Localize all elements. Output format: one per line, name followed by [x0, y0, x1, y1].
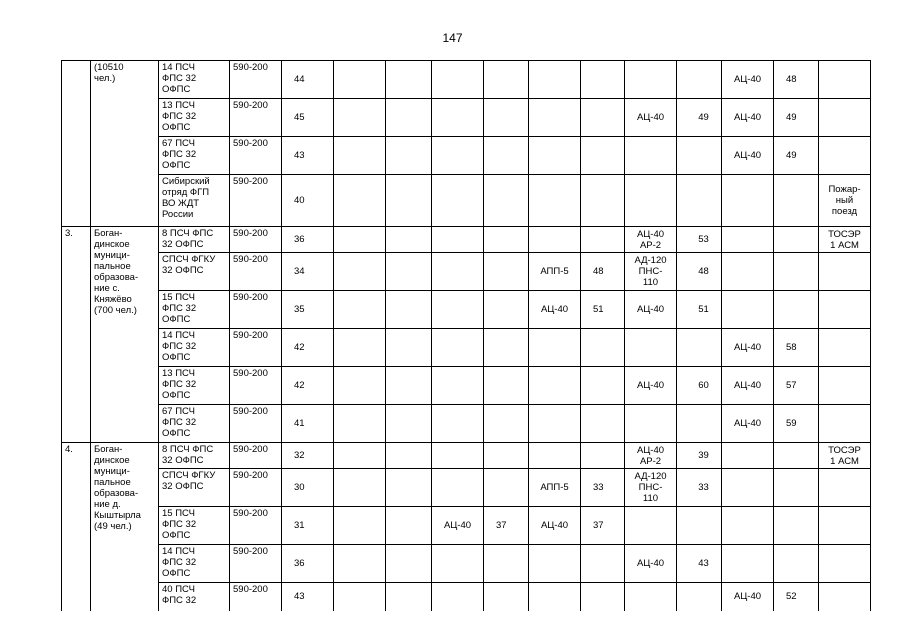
- cell-v1: [334, 227, 386, 253]
- cell-v5: АЦ-40: [722, 405, 774, 443]
- cell-t5: 52: [774, 583, 819, 611]
- cell-t3: [581, 545, 625, 583]
- cell-t2: [484, 329, 529, 367]
- cell-time: 45: [282, 99, 334, 137]
- cell-v5: АЦ-40: [722, 583, 774, 611]
- row-number-cell: 3.: [62, 227, 91, 443]
- table-row: [62, 137, 871, 175]
- fire-departure-table: [61, 60, 871, 611]
- cell-unit: 15 ПСЧ ФПС 32 ОФПС: [159, 291, 230, 329]
- cell-unit: 67 ПСЧ ФПС 32 ОФПС: [159, 137, 230, 175]
- cell-note: Пожар- ный поезд: [819, 175, 871, 227]
- cell-t5: 59: [774, 405, 819, 443]
- row-number-cell: [62, 61, 91, 227]
- cell-t2: [484, 545, 529, 583]
- cell-unit: 13 ПСЧ ФПС 32 ОФПС: [159, 367, 230, 405]
- cell-t2: [484, 469, 529, 507]
- cell-t5: 58: [774, 329, 819, 367]
- cell-t3: 48: [581, 253, 625, 291]
- cell-v5: АЦ-40: [722, 61, 774, 99]
- cell-t3: 51: [581, 291, 625, 329]
- cell-v1: [334, 329, 386, 367]
- cell-v3: АЦ-40: [529, 507, 581, 545]
- cell-t1: [386, 583, 432, 611]
- cell-v2: [432, 227, 484, 253]
- settlement-cell: Боган- динское муници- пальное образова- ние с. Княжёво (700 чел.): [91, 227, 159, 443]
- cell-t1: [386, 329, 432, 367]
- cell-t1: [386, 405, 432, 443]
- cell-v2: [432, 469, 484, 507]
- cell-note: [819, 469, 871, 507]
- cell-t4: 49: [677, 99, 722, 137]
- cell-v3: [529, 137, 581, 175]
- cell-v2: [432, 329, 484, 367]
- cell-v4: АЦ-40: [625, 367, 677, 405]
- table-row: [62, 507, 871, 545]
- cell-note: [819, 405, 871, 443]
- cell-v4: АЦ-40 АР-2: [625, 227, 677, 253]
- cell-v5: АЦ-40: [722, 99, 774, 137]
- cell-t2: [484, 367, 529, 405]
- cell-v5: [722, 545, 774, 583]
- cell-time: 32: [282, 443, 334, 469]
- table-row: [62, 469, 871, 507]
- cell-t2: [484, 137, 529, 175]
- cell-t4: [677, 137, 722, 175]
- cell-v5: АЦ-40: [722, 329, 774, 367]
- cell-v2: [432, 99, 484, 137]
- table-row: [62, 253, 871, 291]
- cell-v5: [722, 469, 774, 507]
- cell-t3: [581, 137, 625, 175]
- cell-t5: [774, 291, 819, 329]
- cell-unit: 13 ПСЧ ФПС 32 ОФПС: [159, 99, 230, 137]
- cell-t3: [581, 61, 625, 99]
- table-row: [62, 583, 871, 611]
- cell-v1: [334, 175, 386, 227]
- cell-v4: АЦ-40: [625, 545, 677, 583]
- cell-t4: 53: [677, 227, 722, 253]
- cell-t3: [581, 405, 625, 443]
- cell-time: 31: [282, 507, 334, 545]
- cell-t1: [386, 469, 432, 507]
- cell-v5: [722, 443, 774, 469]
- cell-note: ТОСЭР 1 АСМ: [819, 227, 871, 253]
- cell-v3: [529, 175, 581, 227]
- cell-v5: АЦ-40: [722, 137, 774, 175]
- cell-note: [819, 61, 871, 99]
- cell-t3: [581, 175, 625, 227]
- cell-time: 36: [282, 545, 334, 583]
- cell-v1: [334, 583, 386, 611]
- cell-t3: [581, 583, 625, 611]
- cell-note: [819, 291, 871, 329]
- cell-phone: 590-200: [230, 175, 282, 227]
- cell-t2: [484, 291, 529, 329]
- cell-time: 40: [282, 175, 334, 227]
- cell-t3: 33: [581, 469, 625, 507]
- cell-t4: [677, 329, 722, 367]
- cell-note: [819, 583, 871, 611]
- cell-v4: АЦ-40: [625, 99, 677, 137]
- cell-t1: [386, 253, 432, 291]
- cell-t5: 49: [774, 99, 819, 137]
- table-row: [62, 61, 871, 99]
- cell-phone: 590-200: [230, 367, 282, 405]
- cell-v1: [334, 137, 386, 175]
- cell-v2: [432, 367, 484, 405]
- cell-v5: [722, 507, 774, 545]
- cell-v5: [722, 253, 774, 291]
- cell-time: 41: [282, 405, 334, 443]
- cell-v3: АЦ-40: [529, 291, 581, 329]
- cell-v5: [722, 291, 774, 329]
- cell-v2: АЦ-40: [432, 507, 484, 545]
- cell-note: [819, 545, 871, 583]
- table-row: [62, 329, 871, 367]
- cell-t4: 39: [677, 443, 722, 469]
- cell-t4: 51: [677, 291, 722, 329]
- cell-v1: [334, 545, 386, 583]
- cell-unit: 67 ПСЧ ФПС 32 ОФПС: [159, 405, 230, 443]
- cell-unit: 8 ПСЧ ФПС 32 ОФПС: [159, 443, 230, 469]
- cell-t2: [484, 175, 529, 227]
- cell-note: [819, 137, 871, 175]
- cell-v3: [529, 405, 581, 443]
- cell-t4: [677, 583, 722, 611]
- cell-v2: [432, 175, 484, 227]
- cell-phone: 590-200: [230, 443, 282, 469]
- page-number: 147: [442, 31, 463, 45]
- cell-t5: [774, 507, 819, 545]
- cell-time: 44: [282, 61, 334, 99]
- cell-t1: [386, 99, 432, 137]
- cell-t1: [386, 291, 432, 329]
- cell-t1: [386, 507, 432, 545]
- cell-phone: 590-200: [230, 99, 282, 137]
- cell-t2: 37: [484, 507, 529, 545]
- cell-t5: 48: [774, 61, 819, 99]
- cell-t2: [484, 253, 529, 291]
- cell-t1: [386, 227, 432, 253]
- cell-v1: [334, 507, 386, 545]
- cell-v3: [529, 367, 581, 405]
- cell-v4: АЦ-40: [625, 291, 677, 329]
- cell-v5: АЦ-40: [722, 367, 774, 405]
- table-row: [62, 545, 871, 583]
- cell-t5: [774, 443, 819, 469]
- cell-v2: [432, 583, 484, 611]
- cell-note: [819, 99, 871, 137]
- cell-phone: 590-200: [230, 61, 282, 99]
- cell-t4: [677, 405, 722, 443]
- cell-v1: [334, 367, 386, 405]
- cell-phone: 590-200: [230, 291, 282, 329]
- cell-v5: [722, 175, 774, 227]
- cell-time: 35: [282, 291, 334, 329]
- cell-unit: 40 ПСЧ ФПС 32: [159, 583, 230, 611]
- cell-note: [819, 507, 871, 545]
- cell-v3: АПП-5: [529, 469, 581, 507]
- cell-unit: 14 ПСЧ ФПС 32 ОФПС: [159, 61, 230, 99]
- cell-t4: 43: [677, 545, 722, 583]
- cell-v2: [432, 545, 484, 583]
- cell-phone: 590-200: [230, 583, 282, 611]
- cell-t5: [774, 227, 819, 253]
- cell-note: [819, 367, 871, 405]
- cell-t5: [774, 253, 819, 291]
- cell-unit: 15 ПСЧ ФПС 32 ОФПС: [159, 507, 230, 545]
- cell-t5: [774, 175, 819, 227]
- cell-note: ТОСЭР 1 АСМ: [819, 443, 871, 469]
- cell-v3: АПП-5: [529, 253, 581, 291]
- cell-v1: [334, 99, 386, 137]
- cell-unit: 14 ПСЧ ФПС 32 ОФПС: [159, 545, 230, 583]
- cell-phone: 590-200: [230, 329, 282, 367]
- cell-t1: [386, 443, 432, 469]
- cell-time: 43: [282, 583, 334, 611]
- cell-t5: [774, 469, 819, 507]
- cell-t2: [484, 99, 529, 137]
- cell-t3: 37: [581, 507, 625, 545]
- cell-t2: [484, 227, 529, 253]
- cell-v3: [529, 443, 581, 469]
- cell-phone: 590-200: [230, 253, 282, 291]
- cell-unit: Сибирский отряд ФГП ВО ЖДТ России: [159, 175, 230, 227]
- cell-v4: [625, 507, 677, 545]
- settlement-cell: (10510 чел.): [91, 61, 159, 227]
- cell-t2: [484, 405, 529, 443]
- cell-time: 36: [282, 227, 334, 253]
- cell-t4: [677, 175, 722, 227]
- cell-t1: [386, 545, 432, 583]
- cell-v4: АЦ-40 АР-2: [625, 443, 677, 469]
- cell-time: 42: [282, 367, 334, 405]
- table-row: [62, 405, 871, 443]
- cell-v4: [625, 137, 677, 175]
- cell-t4: 33: [677, 469, 722, 507]
- cell-v1: [334, 253, 386, 291]
- cell-t3: [581, 329, 625, 367]
- cell-unit: СПСЧ ФГКУ 32 ОФПС: [159, 469, 230, 507]
- cell-t1: [386, 175, 432, 227]
- cell-t4: [677, 507, 722, 545]
- cell-note: [819, 329, 871, 367]
- cell-t3: [581, 227, 625, 253]
- cell-t4: [677, 61, 722, 99]
- cell-v1: [334, 405, 386, 443]
- cell-time: 30: [282, 469, 334, 507]
- cell-time: 34: [282, 253, 334, 291]
- cell-v4: [625, 61, 677, 99]
- table-row: [62, 443, 871, 469]
- cell-v1: [334, 443, 386, 469]
- cell-t2: [484, 61, 529, 99]
- cell-unit: СПСЧ ФГКУ 32 ОФПС: [159, 253, 230, 291]
- cell-v4: АД-120 ПНС- 110: [625, 469, 677, 507]
- cell-t1: [386, 137, 432, 175]
- cell-v3: [529, 61, 581, 99]
- cell-t1: [386, 367, 432, 405]
- table-row: [62, 99, 871, 137]
- cell-note: [819, 253, 871, 291]
- cell-phone: 590-200: [230, 469, 282, 507]
- cell-t3: [581, 99, 625, 137]
- cell-t4: 60: [677, 367, 722, 405]
- cell-phone: 590-200: [230, 405, 282, 443]
- cell-t3: [581, 367, 625, 405]
- cell-phone: 590-200: [230, 545, 282, 583]
- cell-v3: [529, 99, 581, 137]
- cell-unit: 14 ПСЧ ФПС 32 ОФПС: [159, 329, 230, 367]
- cell-v4: [625, 329, 677, 367]
- cell-t4: 48: [677, 253, 722, 291]
- cell-t1: [386, 61, 432, 99]
- cell-v4: АД-120 ПНС- 110: [625, 253, 677, 291]
- cell-v2: [432, 137, 484, 175]
- cell-t3: [581, 443, 625, 469]
- cell-unit: 8 ПСЧ ФПС 32 ОФПС: [159, 227, 230, 253]
- cell-t5: 57: [774, 367, 819, 405]
- cell-v2: [432, 253, 484, 291]
- cell-v1: [334, 469, 386, 507]
- cell-time: 42: [282, 329, 334, 367]
- cell-v3: [529, 227, 581, 253]
- cell-phone: 590-200: [230, 227, 282, 253]
- table-row: [62, 291, 871, 329]
- cell-v5: [722, 227, 774, 253]
- row-number-cell: 4.: [62, 443, 91, 611]
- cell-phone: 590-200: [230, 507, 282, 545]
- cell-t2: [484, 583, 529, 611]
- table-row: [62, 175, 871, 227]
- table-row: [62, 367, 871, 405]
- cell-v2: [432, 443, 484, 469]
- cell-v2: [432, 405, 484, 443]
- cell-t2: [484, 443, 529, 469]
- cell-phone: 590-200: [230, 137, 282, 175]
- cell-v1: [334, 291, 386, 329]
- table-row: [62, 227, 871, 253]
- cell-v4: [625, 583, 677, 611]
- cell-v4: [625, 405, 677, 443]
- cell-v2: [432, 291, 484, 329]
- settlement-cell: Боган- динское муници- пальное образова- ние д. Кыштырла (49 чел.): [91, 443, 159, 611]
- cell-t5: 49: [774, 137, 819, 175]
- cell-v2: [432, 61, 484, 99]
- cell-v3: [529, 329, 581, 367]
- cell-time: 43: [282, 137, 334, 175]
- cell-v3: [529, 583, 581, 611]
- cell-v1: [334, 61, 386, 99]
- cell-v3: [529, 545, 581, 583]
- cell-t5: [774, 545, 819, 583]
- cell-v4: [625, 175, 677, 227]
